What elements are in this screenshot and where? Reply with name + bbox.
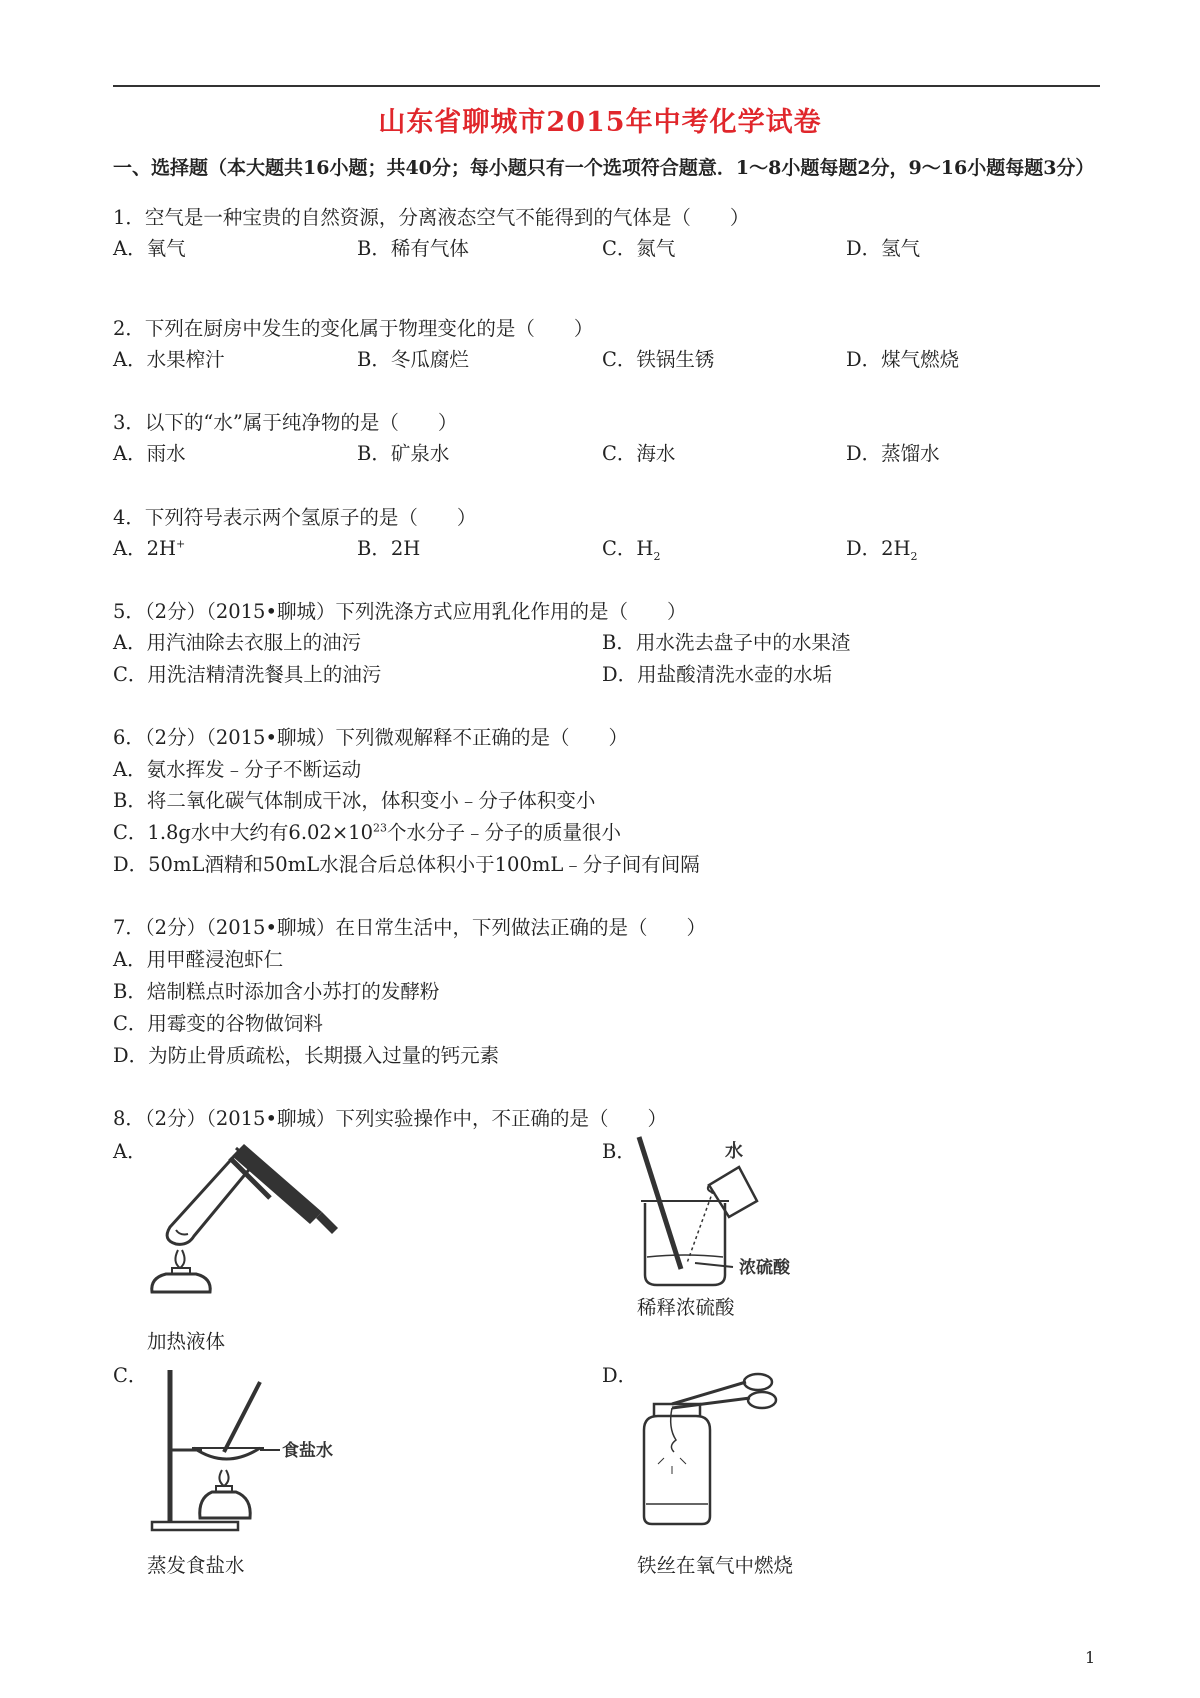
q3-option-b: B．矿泉水 (357, 442, 450, 465)
q8-option-d: D． (602, 1364, 638, 1387)
section-heading: 一、选择题（本大题共16小题；共40分；每小题只有一个选项符合题意．1～8小题每题2分，9～16小题每题3分） (113, 157, 1095, 179)
q5-option-c: C．用洗洁精清洗餐具上的油污 (113, 663, 382, 686)
q2-option-b: B．冬瓜腐烂 (357, 348, 469, 371)
question-4-stem: 4．下列符号表示两个氢原子的是（ ） (113, 506, 477, 529)
q8-c-caption: 蒸发食盐水 (147, 1554, 245, 1577)
evaporate-brine-figure (142, 1362, 342, 1534)
q6-c-exponent: 23 (372, 821, 387, 835)
question-7-stem: 7．（2分）（2015•聊城）在日常生活中，下列做法正确的是（ ） (113, 916, 706, 939)
page-title: 山东省聊城市2015年中考化学试卷 (378, 107, 822, 138)
heating-liquid-figure (140, 1132, 350, 1297)
question-1-stem: 1．空气是一种宝贵的自然资源，分离液态空气不能得到的气体是（ ） (113, 206, 750, 229)
q3-option-a: A．雨水 (113, 442, 186, 465)
concentrated-acid-label: 浓硫酸 (739, 1258, 790, 1277)
q6-option-d: D．50mL酒精和50mL水混合后总体积小于100mL﹣分子间有间隔 (113, 853, 700, 876)
q5-option-d: D．用盐酸清洗水壶的水垢 (602, 663, 833, 686)
q8-b-caption: 稀释浓硫酸 (637, 1296, 735, 1319)
q3-option-c: C．海水 (602, 442, 676, 465)
q8-a-caption: 加热液体 (147, 1330, 226, 1353)
q1-option-a: A．氧气 (113, 237, 186, 260)
q2-option-a: A．水果榨汁 (113, 348, 225, 371)
q5-option-b: B．用水洗去盘子中的水果渣 (602, 631, 851, 654)
q6-option-b: B．将二氧化碳气体制成干冰，体积变小﹣分子体积变小 (113, 789, 596, 812)
q2-option-d: D．煤气燃烧 (846, 348, 960, 371)
dilute-acid-figure (625, 1125, 805, 1295)
q8-option-b: B． (602, 1140, 636, 1163)
q4-a-superscript: + (176, 537, 186, 551)
water-label: 水 (725, 1141, 743, 1161)
q3-option-d: D．蒸馏水 (846, 442, 940, 465)
q8-d-caption: 铁丝在氧气中燃烧 (637, 1554, 794, 1577)
q6-option-a: A．氨水挥发﹣分子不断运动 (113, 758, 362, 781)
q1-option-b: B．稀有气体 (357, 237, 469, 260)
q8-option-a: A． (113, 1140, 147, 1163)
q1-option-c: C．氮气 (602, 237, 676, 260)
q7-option-d: D．为防止骨质疏松，长期摄入过量的钙元素 (113, 1044, 500, 1067)
question-3-stem: 3．以下的“水”属于纯净物的是（ ） (113, 411, 458, 434)
q4-c-subscript: 2 (653, 549, 661, 563)
q4-option-b: B．2H (357, 537, 421, 560)
question-6-stem: 6．（2分）（2015•聊城）下列微观解释不正确的是（ ） (113, 726, 628, 749)
header-rule (113, 85, 1100, 87)
question-5-stem: 5．（2分）（2015•聊城）下列洗涤方式应用乳化作用的是（ ） (113, 600, 687, 623)
q7-option-a: A．用甲醛浸泡虾仁 (113, 948, 284, 971)
iron-burning-figure (628, 1368, 793, 1528)
question-2-stem: 2．下列在厨房中发生的变化属于物理变化的是（ ） (113, 317, 594, 340)
q2-option-c: C．铁锅生锈 (602, 348, 715, 371)
q4-option-c: C．$H_2$ (602, 537, 661, 563)
q1-option-d: D．氢气 (846, 237, 921, 260)
q5-option-a: A．用汽油除去衣服上的油污 (113, 631, 362, 654)
page-number: 1 (1085, 1648, 1096, 1667)
question-8-stem: 8．（2分）（2015•聊城）下列实验操作中，不正确的是（ ） (113, 1107, 667, 1130)
q4-d-subscript: 2 (910, 549, 918, 563)
q4-option-a: A．2H+ (113, 537, 186, 560)
q4-option-d: D．$2H_2$ (846, 537, 918, 563)
q7-option-c: C．用霉变的谷物做饲料 (113, 1012, 323, 1035)
q7-option-b: B．焙制糕点时添加含小苏打的发酵粉 (113, 980, 440, 1003)
brine-label: 食盐水 (282, 1441, 333, 1460)
q8-option-c: C． (113, 1364, 148, 1387)
q6-option-c: C．1.8g水中大约有$6.02\times 10^{23}$个水分子﹣分子的质量很小 (113, 821, 621, 844)
